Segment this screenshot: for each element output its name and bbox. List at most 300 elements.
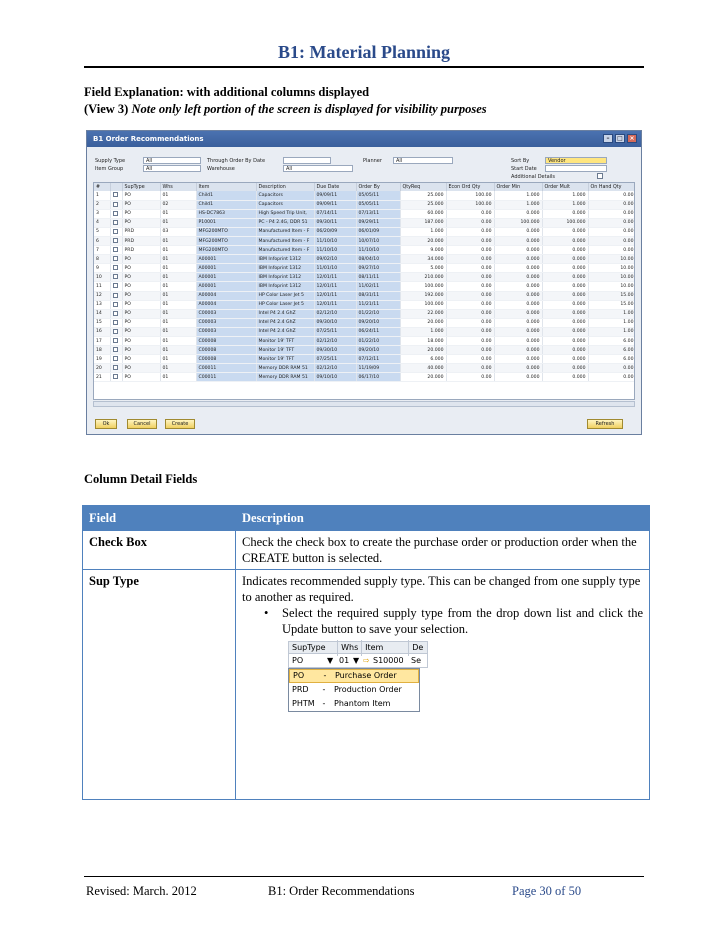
order-min-cell: 0.000 [494,327,542,336]
order-by-cell: 11/10/10 [356,246,400,255]
whs-cell[interactable]: 01 [160,300,196,309]
on-hand-qty-cell: 1.00 [588,327,635,336]
grid-column-header[interactable]: # [94,183,110,191]
whs-cell[interactable]: 01 [160,337,196,346]
item-cell[interactable]: A00004 [196,300,256,309]
order-mult-cell: 100.000 [542,218,588,227]
due-date-cell: 09/10/10 [314,373,356,382]
order-min-cell: 0.000 [494,227,542,236]
description-cell: Manufactured Item - F [256,227,314,236]
create-button[interactable]: Create [165,419,195,429]
grid-row[interactable] [94,355,635,364]
grid-row[interactable] [94,346,635,355]
row-checkbox[interactable] [113,247,118,252]
row-checkbox-cell[interactable] [110,255,122,264]
suptype-cell[interactable]: PO [122,191,160,200]
grid-column-header[interactable]: Order Min [494,183,542,191]
grid-row[interactable] [94,236,635,245]
order-min-cell: 0.000 [494,236,542,245]
grid-row[interactable] [94,327,635,336]
on-hand-qty-cell: 0.00 [588,218,635,227]
grid-column-header[interactable]: Description [256,183,314,191]
on-hand-qty-cell: 10.00 [588,264,635,273]
whs-cell[interactable]: 01 [160,209,196,218]
order-min-cell: 0.000 [494,282,542,291]
whs-cell[interactable]: 01 [160,309,196,318]
grid-row[interactable] [94,209,635,218]
econ-ord-qty-cell: 0.00 [446,236,494,245]
grid-column-header[interactable]: Item [196,183,256,191]
option-label: Production Order [334,685,402,694]
row-checkbox-cell[interactable] [110,300,122,309]
dropdown-header-whs: Whs [338,640,362,656]
option-code: PHTM [292,699,315,708]
refresh-button[interactable]: Refresh [587,419,623,429]
footer-rule [84,876,644,877]
item-group-select[interactable]: All [143,165,201,172]
qty-req-cell: 6.000 [400,355,446,364]
grid-column-header[interactable]: Econ Ord Qty [446,183,494,191]
row-checkbox-cell[interactable] [110,191,122,200]
row-checkbox-cell[interactable] [110,246,122,255]
row-checkbox[interactable] [113,293,118,298]
whs-cell[interactable]: 01 [160,364,196,373]
row-number: 19 [94,355,110,364]
due-date-cell: 11/01/10 [314,264,356,273]
due-date-cell: 06/20/09 [314,227,356,236]
order-by-cell: 06/24/11 [356,327,400,336]
row-checkbox[interactable] [113,265,118,270]
whs-cell[interactable]: 01 [160,373,196,382]
item-cell[interactable]: C00008 [196,337,256,346]
suptype-cell[interactable]: PRD [122,246,160,255]
on-hand-qty-cell: 6.00 [588,355,635,364]
grid-row[interactable] [94,191,635,200]
suptype-cell[interactable]: PO [122,373,160,382]
grid-row[interactable] [94,318,635,327]
row-number: 10 [94,273,110,282]
dropdown-current-row [288,654,428,668]
row-checkbox-cell[interactable] [110,309,122,318]
whs-cell[interactable]: 01 [160,218,196,227]
order-mult-cell: 0.000 [542,355,588,364]
item-cell[interactable]: P10001 [196,218,256,227]
econ-ord-qty-cell: 0.00 [446,327,494,336]
close-icon[interactable]: × [627,134,637,143]
order-min-cell: 0.000 [494,364,542,373]
suptype-cell[interactable]: PRD [122,236,160,245]
qty-req-cell: 192.000 [400,291,446,300]
econ-ord-qty-cell: 0.00 [446,355,494,364]
whs-cell[interactable]: 01 [160,291,196,300]
row-number: 13 [94,300,110,309]
grid-row[interactable] [94,227,635,236]
item-cell[interactable]: C00003 [196,318,256,327]
description-cell: Manufactured Item - F [256,236,314,245]
grid-header-row [94,183,635,191]
row-checkbox[interactable] [113,220,118,225]
suptype-cell[interactable]: PO [122,264,160,273]
on-hand-qty-cell: 0.00 [588,236,635,245]
row-checkbox-cell[interactable] [110,318,122,327]
econ-ord-qty-cell: 0.00 [446,273,494,282]
suptype-cell[interactable]: PO [122,209,160,218]
row-checkbox-cell[interactable] [110,209,122,218]
whs-cell[interactable]: 03 [160,227,196,236]
item-cell[interactable]: C00003 [196,327,256,336]
whs-cell[interactable]: 01 [160,255,196,264]
sort-by-select[interactable]: Vendor [545,157,607,164]
item-cell[interactable]: A00001 [196,282,256,291]
whs-cell[interactable]: 01 [160,191,196,200]
econ-ord-qty-cell: 0.00 [446,300,494,309]
order-mult-cell: 0.000 [542,246,588,255]
row-number: 18 [94,346,110,355]
order-by-cell: 08/04/10 [356,255,400,264]
grid-row[interactable] [94,255,635,264]
order-min-cell: 0.000 [494,255,542,264]
grid-row[interactable] [94,337,635,346]
row-checkbox[interactable] [113,283,118,288]
description-cell: IBM Infoprint 1312 [256,282,314,291]
order-mult-cell: 0.000 [542,346,588,355]
row-checkbox-cell[interactable] [110,355,122,364]
row-checkbox[interactable] [113,229,118,234]
order-by-cell: 09/27/10 [356,264,400,273]
order-min-cell: 0.000 [494,355,542,364]
suptype-cell[interactable]: PO [122,346,160,355]
row-checkbox[interactable] [113,302,118,307]
item-cell[interactable]: Child1 [196,200,256,209]
suptype-cell[interactable]: PO [122,200,160,209]
econ-ord-qty-cell: 0.00 [446,227,494,236]
row-checkbox-cell[interactable] [110,282,122,291]
option-sep: - [322,699,326,708]
econ-ord-qty-cell: 0.00 [446,255,494,264]
whs-cell[interactable]: 01 [160,236,196,245]
item-cell[interactable]: MFG200MTO [196,236,256,245]
order-mult-cell: 0.000 [542,273,588,282]
item-cell[interactable]: A00001 [196,255,256,264]
planner-label: Planner [363,158,382,164]
due-date-cell: 02/12/10 [314,337,356,346]
item-cell[interactable]: Child1 [196,191,256,200]
order-mult-cell: 1.000 [542,200,588,209]
grid-row[interactable] [94,273,635,282]
grid-row[interactable] [94,282,635,291]
suptype-cell[interactable]: PO [122,218,160,227]
description-cell: Monitor 19' TFT [256,337,314,346]
row-checkbox-cell[interactable] [110,218,122,227]
grid-row[interactable] [94,309,635,318]
suptype-cell[interactable]: PO [122,364,160,373]
whs-cell[interactable]: 01 [160,264,196,273]
bullet-glyph: • [264,606,269,620]
warehouse-select[interactable]: All [283,165,353,172]
row-checkbox[interactable] [113,320,118,325]
current-desc: Se [411,655,421,665]
on-hand-qty-cell: 0.00 [588,246,635,255]
row-checkbox-cell[interactable] [110,291,122,300]
order-mult-cell: 0.000 [542,373,588,382]
econ-ord-qty-cell: 0.00 [446,264,494,273]
suptype-cell[interactable]: PO [122,300,160,309]
chevron-down-icon[interactable]: ▼ [353,655,360,665]
order-mult-cell: 0.000 [542,337,588,346]
suptype-cell[interactable]: PO [122,309,160,318]
order-by-cell: 08/31/11 [356,291,400,300]
additional-details-label: Additional Details [511,174,556,180]
fields-row-check-box [83,531,650,570]
econ-ord-qty-cell: 0.00 [446,318,494,327]
sort-by-label: Sort By [511,158,530,164]
through-date-input[interactable] [283,157,331,164]
item-cell[interactable]: HS-DC7863 [196,209,256,218]
order-by-cell: 05/05/11 [356,200,400,209]
grid-row[interactable] [94,300,635,309]
due-date-cell: 11/10/10 [314,236,356,245]
item-cell[interactable]: MFG200MTO [196,246,256,255]
supply-type-option[interactable] [289,683,419,697]
supply-type-select[interactable]: All [143,157,201,164]
dropdown-header-suptype: SupType [289,640,338,656]
suptype-cell[interactable]: PO [122,255,160,264]
order-min-cell: 0.000 [494,291,542,300]
on-hand-qty-cell: 0.00 [588,209,635,218]
grid-column-header[interactable]: Whs [160,183,196,191]
row-checkbox[interactable] [113,192,118,197]
sup-type-bullet [264,605,643,637]
suptype-cell[interactable]: PO [122,337,160,346]
on-hand-qty-cell: 1.00 [588,309,635,318]
qty-req-cell: 100.000 [400,282,446,291]
row-checkbox-cell[interactable] [110,236,122,245]
row-checkbox-cell[interactable] [110,373,122,382]
field-name: Check Box [83,531,236,570]
supply-type-option[interactable] [289,697,419,711]
on-hand-qty-cell: 15.00 [588,291,635,300]
planner-select[interactable]: All [393,157,453,164]
row-checkbox[interactable] [113,374,118,379]
due-date-cell: 12/01/11 [314,273,356,282]
row-number: 20 [94,364,110,373]
row-checkbox[interactable] [113,211,118,216]
due-date-cell: 11/10/10 [314,246,356,255]
grid-column-header[interactable]: QtyReq [400,183,446,191]
link-arrow-icon[interactable]: ⇨ [363,655,370,665]
grid-row[interactable] [94,264,635,273]
whs-cell[interactable]: 01 [160,282,196,291]
order-recommendations-window [86,130,642,435]
chevron-down-icon[interactable]: ▼ [327,655,334,665]
row-number: 12 [94,291,110,300]
order-mult-cell: 0.000 [542,327,588,336]
item-cell[interactable]: C00008 [196,355,256,364]
row-checkbox[interactable] [113,202,118,207]
item-cell[interactable]: A00001 [196,264,256,273]
grid-column-header[interactable]: Order By [356,183,400,191]
row-checkbox[interactable] [113,274,118,279]
order-by-cell: 01/22/10 [356,337,400,346]
item-group-label: Item Group [95,166,124,172]
qty-req-cell: 60.000 [400,209,446,218]
row-number: 15 [94,318,110,327]
row-checkbox-cell[interactable] [110,337,122,346]
whs-cell[interactable]: 01 [160,273,196,282]
supply-type-option[interactable] [289,669,419,683]
qty-req-cell: 187.000 [400,218,446,227]
row-checkbox[interactable] [113,365,118,370]
row-number: 2 [94,200,110,209]
grid-row[interactable] [94,200,635,209]
whs-cell[interactable]: 01 [160,246,196,255]
ok-button[interactable]: Ok [95,419,117,429]
qty-req-cell: 25.000 [400,191,446,200]
whs-cell[interactable]: 01 [160,327,196,336]
grid-column-header[interactable]: Due Date [314,183,356,191]
suptype-cell[interactable]: PO [122,327,160,336]
description-cell: IBM Infoprint 1312 [256,255,314,264]
header-description: Description [236,506,650,531]
row-checkbox-cell[interactable] [110,346,122,355]
intro-line-2 [84,101,487,118]
whs-cell[interactable]: 01 [160,355,196,364]
item-cell[interactable]: A00001 [196,273,256,282]
grid-row[interactable] [94,246,635,255]
whs-cell[interactable]: 02 [160,200,196,209]
on-hand-qty-cell: 0.00 [588,191,635,200]
suptype-cell[interactable]: PO [122,273,160,282]
econ-ord-qty-cell: 0.00 [446,337,494,346]
econ-ord-qty-cell: 100.00 [446,200,494,209]
suptype-cell[interactable]: PO [122,282,160,291]
fields-row-sup-type [83,570,650,800]
field-description [236,570,650,800]
row-checkbox-cell[interactable] [110,364,122,373]
title-rule [84,66,644,68]
order-min-cell: 1.000 [494,200,542,209]
option-sep: - [322,685,326,694]
description-cell: Intel P4 2.4 GhZ [256,327,314,336]
row-checkbox-cell[interactable] [110,273,122,282]
horizontal-scrollbar[interactable] [93,401,635,407]
grid-column-header[interactable]: SupType [122,183,160,191]
order-mult-cell: 0.000 [542,255,588,264]
item-cell[interactable]: C00011 [196,364,256,373]
description-cell: HP Color Laser Jet 5 [256,291,314,300]
item-cell[interactable]: A00004 [196,291,256,300]
suptype-cell[interactable]: PO [122,291,160,300]
row-checkbox[interactable] [113,311,118,316]
order-mult-cell: 0.000 [542,318,588,327]
econ-ord-qty-cell: 0.00 [446,364,494,373]
suptype-cell[interactable]: PRD [122,227,160,236]
on-hand-qty-cell: 15.00 [588,300,635,309]
suptype-cell[interactable]: PO [122,318,160,327]
suptype-cell[interactable]: PO [122,355,160,364]
row-checkbox[interactable] [113,356,118,361]
econ-ord-qty-cell: 0.00 [446,291,494,300]
grid-row[interactable] [94,291,635,300]
row-checkbox-cell[interactable] [110,227,122,236]
econ-ord-qty-cell: 0.00 [446,209,494,218]
row-checkbox[interactable] [113,338,118,343]
option-sep: - [323,671,327,680]
description-cell: IBM Infoprint 1312 [256,264,314,273]
option-label: Purchase Order [335,671,397,680]
on-hand-qty-cell: 6.00 [588,346,635,355]
grid-column-header[interactable] [110,183,122,191]
whs-cell[interactable]: 01 [160,346,196,355]
order-mult-cell: 0.000 [542,264,588,273]
due-date-cell: 02/12/10 [314,309,356,318]
econ-ord-qty-cell: 0.00 [446,218,494,227]
description-cell: Monitor 19' TFT [256,355,314,364]
econ-ord-qty-cell: 0.00 [446,346,494,355]
grid-column-header[interactable]: On Hand Qty [588,183,635,191]
row-number: 4 [94,218,110,227]
order-mult-cell: 0.000 [542,209,588,218]
item-cell[interactable]: C00003 [196,309,256,318]
option-label: Phantom Item [334,699,391,708]
grid-row[interactable] [94,218,635,227]
on-hand-qty-cell: 6.00 [588,337,635,346]
econ-ord-qty-cell: 0.00 [446,309,494,318]
row-checkbox[interactable] [113,329,118,334]
row-number: 8 [94,255,110,264]
field-description: Check the check box to create the purchase order or production order when the CREATE button is selected. [236,531,650,570]
order-min-cell: 0.000 [494,300,542,309]
item-cell[interactable]: MFG200MTO [196,227,256,236]
qty-req-cell: 20.000 [400,373,446,382]
on-hand-qty-cell: 10.00 [588,255,635,264]
whs-cell[interactable]: 01 [160,318,196,327]
grid-column-header[interactable]: Order Mult [542,183,588,191]
order-by-cell: 09/20/10 [356,346,400,355]
item-cell[interactable]: C00008 [196,346,256,355]
cancel-button[interactable]: Cancel [127,419,157,429]
row-checkbox[interactable] [113,238,118,243]
description-cell: IBM Infoprint 1312 [256,273,314,282]
row-checkbox[interactable] [113,347,118,352]
on-hand-qty-cell: 1.00 [588,318,635,327]
row-checkbox-cell[interactable] [110,264,122,273]
start-date-input[interactable] [545,165,607,172]
grid-row[interactable] [94,373,635,382]
order-by-cell: 09/20/10 [356,318,400,327]
dropdown-header-desc: De [412,642,424,652]
footer-revised: Revised: March. 2012 [86,884,197,898]
maximize-icon[interactable]: □ [615,134,625,143]
qty-req-cell: 34.000 [400,255,446,264]
order-by-cell: 06/01/09 [356,227,400,236]
on-hand-qty-cell: 10.00 [588,282,635,291]
current-suptype[interactable]: PO [292,655,304,665]
row-number: 14 [94,309,110,318]
minimize-icon[interactable]: – [603,134,613,143]
supply-type-dropdown-image [288,641,428,712]
description-cell: Intel P4 2.4 GhZ [256,309,314,318]
row-checkbox[interactable] [113,256,118,261]
row-number: 9 [94,264,110,273]
row-checkbox-cell[interactable] [110,327,122,336]
additional-details-checkbox[interactable] [597,173,603,179]
intro-note: Note only left portion of the screen is displayed for visibility purposes [131,102,487,116]
item-cell[interactable]: C00011 [196,373,256,382]
grid-row[interactable] [94,364,635,373]
row-checkbox-cell[interactable] [110,200,122,209]
on-hand-qty-cell: 10.00 [588,273,635,282]
